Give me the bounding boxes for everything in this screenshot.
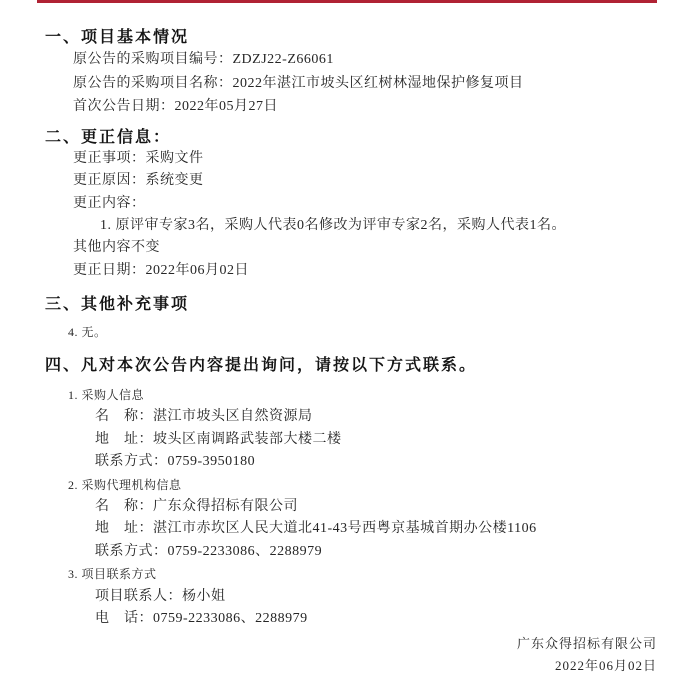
agency-name-row xyxy=(0,496,683,518)
correction-item-line xyxy=(0,148,683,170)
agency-address-value: 湛江市赤坎区人民大道北41-43号西粤京基城首期办公楼1106 xyxy=(153,521,537,537)
correction-item-value: 采购文件 xyxy=(145,151,204,167)
section-contact-heading: 四、凡对本次公告内容提出询问，请按以下方式联系。 xyxy=(45,356,478,374)
purchaser-phone-label: 联系方式： xyxy=(95,454,168,470)
first-announcement-date-value: 2022年05月27日 xyxy=(174,99,278,115)
purchaser-name-label: 名 称： xyxy=(95,409,153,425)
footer-date: 2022年06月02日 xyxy=(554,658,657,674)
original-project-number-label: 原公告的采购项目编号： xyxy=(73,52,233,67)
agency-name-value: 广东众得招标有限公司 xyxy=(153,498,298,514)
purchaser-address-label: 地 址： xyxy=(95,431,153,447)
project-contact-group xyxy=(0,563,683,630)
purchaser-phone-row xyxy=(0,451,683,473)
agency-address-row xyxy=(0,518,683,540)
purchaser-info-title: 1. 采购人信息 xyxy=(68,387,145,402)
project-contact-phone-value: 0759-2233086、2288979 xyxy=(153,610,308,626)
project-contact-person-value: 杨小姐 xyxy=(182,588,226,604)
section-correction-heading: 二、更正信息： xyxy=(45,129,172,147)
section-correction-body xyxy=(0,148,683,282)
section-other-content: 4. 无。 xyxy=(68,324,107,339)
project-contact-phone-row xyxy=(0,608,683,630)
purchaser-address-value: 坡头区南调路武装部大楼二楼 xyxy=(153,431,342,447)
agency-address-label: 地 址： xyxy=(95,521,153,537)
project-contact-person-row xyxy=(0,586,683,608)
first-announcement-date-line xyxy=(0,95,683,119)
purchaser-info-group xyxy=(0,384,683,474)
footer-company: 广东众得招标有限公司 xyxy=(516,636,657,652)
original-project-name-value: 2022年湛江市坡头区红树林湿地保护修复项目 xyxy=(232,75,524,91)
correction-date-line xyxy=(0,260,683,282)
section-other-heading: 三、其他补充事项 xyxy=(45,295,190,313)
section-basic-info-body xyxy=(0,48,683,119)
original-project-name-line xyxy=(0,72,683,96)
footer-signature xyxy=(0,633,683,677)
project-contact-phone-label: 电 话： xyxy=(95,610,153,626)
correction-date-label: 更正日期： xyxy=(73,262,146,278)
correction-content-label: 更正内容： xyxy=(73,195,146,211)
correction-item-label: 更正事项： xyxy=(73,151,146,167)
agency-info-group xyxy=(0,474,683,564)
project-contact-person-label: 项目联系人： xyxy=(95,588,182,604)
correction-reason-value: 系统变更 xyxy=(145,173,204,189)
original-project-number-value: ZDZJ22-Z66061 xyxy=(232,52,334,67)
purchaser-address-row xyxy=(0,429,683,451)
agency-phone-value: 0759-2233086、2288979 xyxy=(167,543,323,559)
correction-date-value: 2022年06月02日 xyxy=(145,262,249,278)
project-contact-title: 3. 项目联系方式 xyxy=(68,567,157,582)
correction-detail-line: 1. 原评审专家3名，采购人代表0名修改为评审专家2名，采购人代表1名。 xyxy=(100,218,566,233)
first-announcement-date-label: 首次公告日期： xyxy=(73,99,175,115)
correction-reason-line xyxy=(0,170,683,192)
correction-note-line: 其他内容不变 xyxy=(73,240,160,256)
purchaser-name-row xyxy=(0,406,683,428)
correction-reason-label: 更正原因： xyxy=(73,173,146,189)
correction-content-line xyxy=(0,193,683,215)
section-basic-info-heading: 一、项目基本情况 xyxy=(45,29,190,46)
agency-phone-label: 联系方式： xyxy=(95,543,168,559)
section-contact-body xyxy=(0,384,683,630)
purchaser-phone-value: 0759-3950180 xyxy=(167,454,256,470)
agency-info-title: 2. 采购代理机构信息 xyxy=(68,477,182,492)
agency-name-label: 名 称： xyxy=(95,498,153,514)
original-project-name-label: 原公告的采购项目名称： xyxy=(73,75,233,91)
agency-phone-row xyxy=(0,541,683,563)
purchaser-name-value: 湛江市坡头区自然资源局 xyxy=(153,409,313,425)
original-project-number-line xyxy=(0,48,683,72)
